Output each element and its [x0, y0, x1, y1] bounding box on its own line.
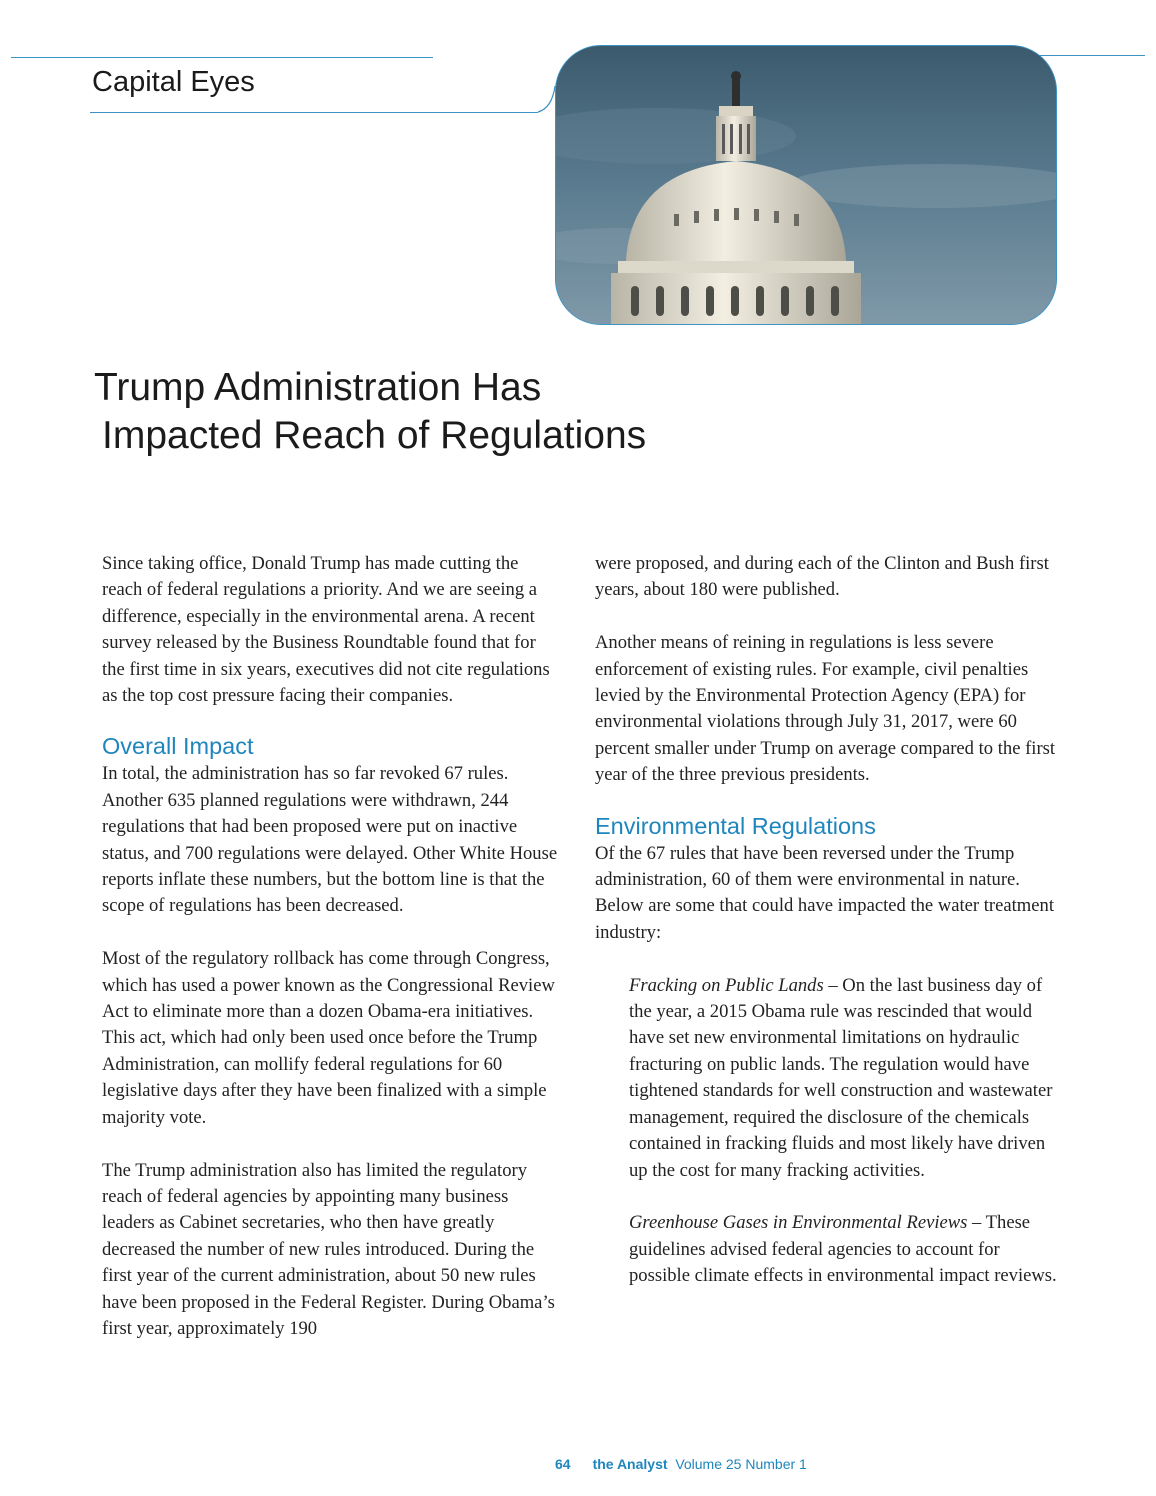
article-title-line1: Trump Administration Has: [94, 366, 542, 409]
page-footer: [555, 1456, 807, 1472]
subheading-environmental-regulations: Environmental Regulations: [595, 812, 876, 839]
article-column-right: [595, 551, 1057, 1290]
paragraph: In total, the administration has so far revoked 67 rules. Another 635 planned regulations were withdrawn, 244 regulations that had been proposed were put on inactive status, and 700 regulations were delayed. Other White House reports inflate these numbers, but the bottom line is that the scope of regulations has been decreased.: [102, 763, 558, 917]
paragraph: The Trump administration also has limited the regulatory reach of federal agencies by appointing many business leaders as Cabinet secretaries, who then have greatly decreased the number of new rules introduced. During the first year of the current administration, about 50 new rules have been proposed in the Federal Register. During Obama’s first year, approximately 190: [102, 1159, 555, 1339]
top-rule-right: [1030, 55, 1145, 56]
publication-name: the Analyst: [592, 1456, 668, 1472]
paragraph: Most of the regulatory rollback has come through Congress, which has used a power known as the Congressional Review Act to eliminate more than a dozen Obama-era initiatives. This act, which had only been used once before the Trump Administration, can mollify federal regulations for 60 legislative days after they have been finalized with a simple majority vote.: [102, 948, 555, 1128]
list-item-greenhouse: [595, 1210, 1057, 1289]
capitol-dome-photo: [555, 45, 1057, 325]
subheading-overall-impact: Overall Impact: [102, 733, 254, 760]
paragraph: Since taking office, Donald Trump has made cutting the reach of federal regulations a priority. And we are seeing a difference, especially in the environmental arena. A recent survey released by the Business Roundtable found that for the first time in six years, executives did not cite regulations as the top cost pressure facing their companies.: [102, 553, 550, 707]
section-underline: [90, 112, 538, 113]
top-rule-left: [11, 57, 433, 58]
item-text: – On the last business day of the year, a 2015 Obama rule was rescinded that would have set new environmental limitations on hydraulic fracturing on public lands. The regulation would have tightened standards for well construction and wastewater management, required the disclosure of the chemicals contained in fracking fluids and most likely have driven up the cost for many fracking activities.: [629, 974, 1053, 1181]
paragraph: Another means of reining in regulations is less severe enforcement of existing rules. For example, civil penalties levied by the Environmental Protection Agency (EPA) for environmental violations through July 31, 2017, were 60 percent smaller under Trump on average compared to the first year of the three previous presidents.: [595, 632, 1056, 786]
article-title: [94, 364, 894, 460]
paragraph: were proposed, and during each of the Clinton and Bush first years, about 180 were published.: [595, 553, 1049, 601]
article-column-left: [102, 551, 558, 1342]
list-item-fracking: [595, 973, 1057, 1184]
paragraph: Of the 67 rules that have been reversed under the Trump administration, 60 of them were environmental in nature. Below are some that could have impacted the water treatment industry:: [595, 842, 1054, 943]
section-label: Capital Eyes: [92, 66, 255, 98]
issue-info: Volume 25 Number 1: [675, 1456, 807, 1472]
item-text: – These guidelines advised federal agencies to account for possible climate effects in environmental impact reviews.: [629, 1212, 1057, 1287]
item-title: Greenhouse Gases in Environmental Reviews: [629, 1212, 968, 1234]
article-title-line2: Impacted Reach of Regulations: [102, 414, 647, 457]
page-number: 64: [555, 1456, 571, 1472]
item-title: Fracking on Public Lands: [629, 974, 824, 996]
